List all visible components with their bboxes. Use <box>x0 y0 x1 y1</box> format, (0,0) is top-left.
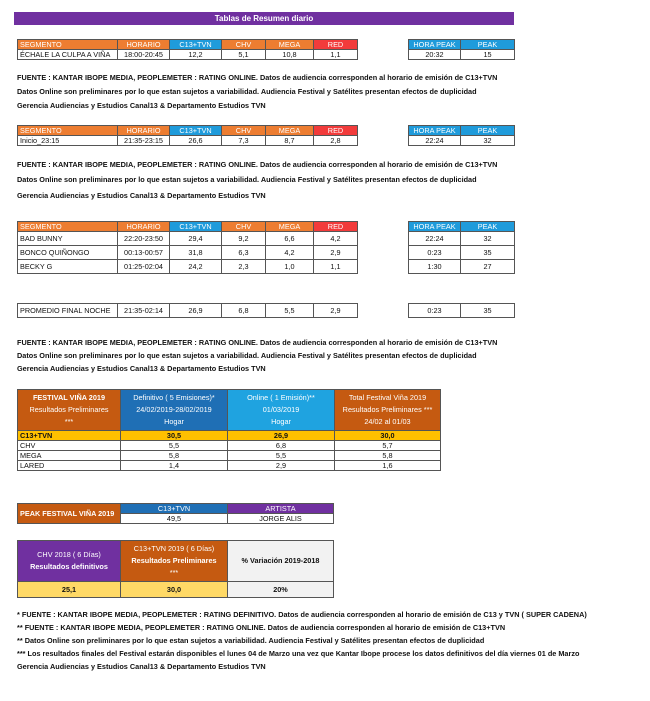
col-variacion: % Variación 2019-2018 <box>228 541 334 582</box>
cell-definitivo: 5,8 <box>121 451 228 461</box>
col-hora-peak: HORA PEAK <box>409 40 461 50</box>
total-label: Total Festival Viña 2019 <box>348 393 427 402</box>
total-dates: 24/02 al 01/03 <box>364 417 411 426</box>
cell-horario: 21:35-23:15 <box>118 136 170 146</box>
cell-red: 1,1 <box>314 50 358 60</box>
cell-c13tvn: 29,4 <box>170 232 222 246</box>
comparison-table <box>17 540 334 598</box>
festival-col-total <box>335 390 441 431</box>
note-gerencia: Gerencia Audiencias y Estudios Canal13 & Departamento Estudios TVN <box>17 191 266 200</box>
table-header-row <box>18 40 358 50</box>
cell-segmento: Inicio_23:15 <box>18 136 118 146</box>
cell-canal: LARED <box>18 461 121 471</box>
page-title: Tablas de Resumen diario <box>14 12 514 25</box>
cell-segmento: BECKY G <box>18 260 118 274</box>
col-c13tvn: C13+TVN <box>170 40 222 50</box>
table-row <box>18 582 334 598</box>
cell-c13tvn: 26,6 <box>170 136 222 146</box>
cell-c13tvn-2019: 30,0 <box>121 582 228 598</box>
table-header-row <box>18 222 358 232</box>
table-row <box>18 461 441 471</box>
cell-hora-peak: 0:23 <box>409 246 461 260</box>
cell-segmento: PROMEDIO FINAL NOCHE <box>18 304 118 318</box>
cell-canal: MEGA <box>18 451 121 461</box>
col-red: RED <box>314 126 358 136</box>
cell-mega: 8,7 <box>266 136 314 146</box>
cell-chv: 9,2 <box>222 232 266 246</box>
col-mega: MEGA <box>266 126 314 136</box>
cell-definitivo: 5,5 <box>121 441 228 451</box>
cell-chv: 6,3 <box>222 246 266 260</box>
col-c13tvn: C13+TVN <box>170 126 222 136</box>
festival-title: FESTIVAL VIÑA 2019 <box>32 393 106 402</box>
cell-online: 2,9 <box>228 461 335 471</box>
cell-horario: 01:25-02:04 <box>118 260 170 274</box>
cell-c13tvn: 12,2 <box>170 50 222 60</box>
festival-col-title <box>18 390 121 431</box>
festival-header-row <box>18 390 441 431</box>
cell-online: 26,9 <box>228 431 335 441</box>
comparison-header-row <box>18 541 334 582</box>
cell-horario: 21:35-02:14 <box>118 304 170 318</box>
cell-mega: 1,0 <box>266 260 314 274</box>
chv-2018-sub: Resultados definitivos <box>30 562 108 571</box>
note-datos: Datos Online son preliminares por lo que estan sujetos a variabilidad. Audiencia Festival y Satélites presentan efectos de duplicidad <box>17 175 477 184</box>
footer-note-3: ** Datos Online son preliminares por lo que estan sujetos a variabilidad. Audiencia Festival y Satélites presentan efectos de duplicidad <box>17 636 485 645</box>
cell-red: 1,1 <box>314 260 358 274</box>
table-row <box>18 451 441 461</box>
cell-chv-2018: 25,1 <box>18 582 121 598</box>
col-segmento: SEGMENTO <box>18 126 118 136</box>
online-label: Online ( 1 Emisión)** <box>247 393 315 402</box>
peak-table-promedio <box>408 303 515 318</box>
cell-segmento: BONCO QUIÑONGO <box>18 246 118 260</box>
online-date: 01/03/2019 <box>262 405 300 414</box>
note-datos: Datos Online son preliminares por lo que estan sujetos a variabilidad. Audiencia Festival y Satélites presentan efectos de duplicidad <box>17 351 477 360</box>
cell-chv: 2,3 <box>222 260 266 274</box>
table-row <box>409 50 515 60</box>
c13tvn-2019-label: C13+TVN 2019 ( 6 Días) <box>133 544 215 553</box>
cell-peak: 35 <box>461 246 515 260</box>
col-peak: PEAK <box>461 222 515 232</box>
peak-table-2 <box>408 125 515 146</box>
col-hora-peak: HORA PEAK <box>409 222 461 232</box>
peak-festival-table <box>17 503 334 524</box>
col-c13tvn: C13+TVN <box>121 504 228 514</box>
col-chv: CHV <box>222 222 266 232</box>
table-row <box>18 232 358 246</box>
cell-chv: 7,3 <box>222 136 266 146</box>
peak-table-1 <box>408 39 515 60</box>
col-red: RED <box>314 222 358 232</box>
table-header-row <box>18 126 358 136</box>
col-chv: CHV <box>222 40 266 50</box>
total-subtitle: Resultados Preliminares *** <box>342 405 433 414</box>
note-fuente: FUENTE : KANTAR IBOPE MEDIA, PEOPLEMETER : RATING ONLINE. Datos de audiencia corresponden al horario de emisión de C13+TVN <box>17 73 498 82</box>
table-row <box>18 136 358 146</box>
cell-mega: 5,5 <box>266 304 314 318</box>
table-segment-1 <box>17 39 358 60</box>
table-row <box>18 441 441 451</box>
table-promedio <box>17 303 358 318</box>
table-segment-2 <box>17 125 358 146</box>
cell-chv: 6,8 <box>222 304 266 318</box>
table-row <box>409 246 515 260</box>
note-gerencia: Gerencia Audiencias y Estudios Canal13 & Departamento Estudios TVN <box>17 101 266 110</box>
note-datos: Datos Online son preliminares por lo que estan sujetos a variabilidad. Audiencia Festival y Satélites presentan efectos de duplicidad <box>17 87 477 96</box>
cell-c13tvn: 31,8 <box>170 246 222 260</box>
cell-horario: 00:13-00:57 <box>118 246 170 260</box>
cell-hora-peak: 0:23 <box>409 304 461 318</box>
cell-peak: 32 <box>461 232 515 246</box>
cell-total: 5,8 <box>335 451 441 461</box>
online-target: Hogar <box>271 417 291 426</box>
col-segmento: SEGMENTO <box>18 222 118 232</box>
table-row <box>18 50 358 60</box>
cell-c13tvn: 24,2 <box>170 260 222 274</box>
table-row <box>409 260 515 274</box>
cell-red: 4,2 <box>314 232 358 246</box>
cell-red: 2,9 <box>314 304 358 318</box>
cell-peak: 32 <box>461 136 515 146</box>
cell-red: 2,8 <box>314 136 358 146</box>
table-row <box>409 304 515 318</box>
c13tvn-2019-sub: Resultados Preliminares <box>131 556 217 565</box>
festival-col-online <box>228 390 335 431</box>
c13tvn-2019-stars: *** <box>169 568 179 577</box>
cell-canal: C13+TVN <box>18 431 121 441</box>
cell-mega: 10,8 <box>266 50 314 60</box>
peak-festival-header-row <box>18 504 334 514</box>
definitivo-label: Definitivo ( 5 Emisiones)* <box>133 393 215 402</box>
col-chv: CHV <box>222 126 266 136</box>
col-mega: MEGA <box>266 222 314 232</box>
definitivo-target: Hogar <box>164 417 184 426</box>
table-row <box>18 304 358 318</box>
cell-online: 6,8 <box>228 441 335 451</box>
chv-2018-label: CHV 2018 ( 6 Días) <box>37 550 101 559</box>
col-horario: HORARIO <box>118 40 170 50</box>
cell-artista: JORGE ALIS <box>228 514 334 524</box>
col-peak: PEAK <box>461 40 515 50</box>
cell-red: 2,9 <box>314 246 358 260</box>
cell-mega: 4,2 <box>266 246 314 260</box>
cell-canal: CHV <box>18 441 121 451</box>
cell-total: 30,0 <box>335 431 441 441</box>
peak-festival-label: PEAK FESTIVAL VIÑA 2019 <box>18 504 121 524</box>
cell-segmento: ÉCHALE LA CULPA A VIÑA <box>18 50 118 60</box>
definitivo-dates: 24/02/2019-28/02/2019 <box>136 405 212 414</box>
col-peak: PEAK <box>461 126 515 136</box>
col-horario: HORARIO <box>118 126 170 136</box>
table-row <box>18 431 441 441</box>
table-row <box>18 260 358 274</box>
cell-definitivo: 1,4 <box>121 461 228 471</box>
col-hora-peak: HORA PEAK <box>409 126 461 136</box>
cell-hora-peak: 22:24 <box>409 136 461 146</box>
festival-col-definitivo <box>121 390 228 431</box>
note-gerencia: Gerencia Audiencias y Estudios Canal13 & Departamento Estudios TVN <box>17 364 266 373</box>
cell-variacion: 20% <box>228 582 334 598</box>
col-chv-2018 <box>18 541 121 582</box>
cell-total: 1,6 <box>335 461 441 471</box>
cell-segmento: BAD BUNNY <box>18 232 118 246</box>
cell-horario: 18:00-20:45 <box>118 50 170 60</box>
festival-subtitle-stars: *** <box>64 417 74 426</box>
footer-note-1: * FUENTE : KANTAR IBOPE MEDIA, PEOPLEMETER : RATING DEFINITIVO. Datos de audiencia corresponden al horario de emisión de C13 y TVN ( SUPER CADENA) <box>17 610 587 619</box>
cell-peak: 15 <box>461 50 515 60</box>
col-c13tvn: C13+TVN <box>170 222 222 232</box>
cell-mega: 6,6 <box>266 232 314 246</box>
cell-chv: 5,1 <box>222 50 266 60</box>
cell-total: 5,7 <box>335 441 441 451</box>
peak-table-3 <box>408 221 515 274</box>
cell-definitivo: 30,5 <box>121 431 228 441</box>
cell-online: 5,5 <box>228 451 335 461</box>
note-fuente: FUENTE : KANTAR IBOPE MEDIA, PEOPLEMETER : RATING ONLINE. Datos de audiencia corresponden al horario de emisión de C13+TVN <box>17 338 498 347</box>
col-red: RED <box>314 40 358 50</box>
col-horario: HORARIO <box>118 222 170 232</box>
footer-note-4: *** Los resultados finales del Festival estarán disponibles el lunes 04 de Marzo una vez que Kantar Ibope procese los datos definitivos del día viernes 01 de Marzo <box>17 649 580 658</box>
footer-note-5: Gerencia Audiencias y Estudios Canal13 & Departamento Estudios TVN <box>17 662 266 671</box>
col-mega: MEGA <box>266 40 314 50</box>
cell-hora-peak: 22:24 <box>409 232 461 246</box>
cell-horario: 22:20-23:50 <box>118 232 170 246</box>
cell-hora-peak: 20:32 <box>409 50 461 60</box>
cell-peak: 27 <box>461 260 515 274</box>
table-segment-3 <box>17 221 358 274</box>
col-segmento: SEGMENTO <box>18 40 118 50</box>
footer-note-2: ** FUENTE : KANTAR IBOPE MEDIA, PEOPLEMETER : RATING ONLINE. Datos de audiencia corresponden al horario de emisión de C13+TVN <box>17 623 506 632</box>
col-c13tvn-2019 <box>121 541 228 582</box>
table-row <box>409 232 515 246</box>
table-row <box>18 246 358 260</box>
cell-c13tvn: 26,9 <box>170 304 222 318</box>
cell-peak-value: 49,5 <box>121 514 228 524</box>
table-row <box>409 136 515 146</box>
cell-hora-peak: 1:30 <box>409 260 461 274</box>
cell-peak: 35 <box>461 304 515 318</box>
festival-subtitle: Resultados Preliminares <box>29 405 109 414</box>
note-fuente: FUENTE : KANTAR IBOPE MEDIA, PEOPLEMETER : RATING ONLINE. Datos de audiencia corresponden al horario de emisión de C13+TVN <box>17 160 498 169</box>
col-artista: ARTISTA <box>228 504 334 514</box>
festival-table <box>17 389 441 471</box>
